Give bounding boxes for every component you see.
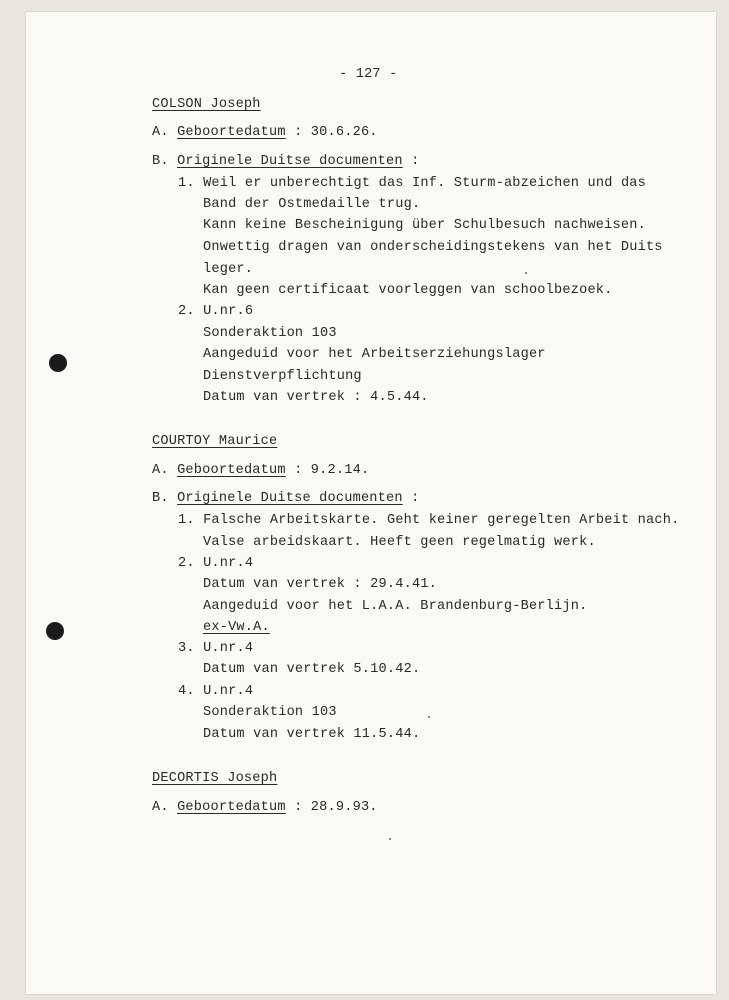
item-prefix: B. xyxy=(152,491,169,506)
person-name: DECORTIS Joseph xyxy=(152,771,278,786)
punch-hole-bottom xyxy=(46,622,64,640)
document-line: 1. Falsche Arbeitskarte. Geht keiner geregelten Arbeit nach. xyxy=(178,513,680,528)
document-line: 2. U.nr.6 xyxy=(178,304,254,319)
documents-label: Originele Duitse documenten xyxy=(177,491,403,506)
document-line: Kan geen certificaat voorleggen van schoolbezoek. xyxy=(203,283,613,298)
document-line: Aangeduid voor het L.A.A. Brandenburg-Berlijn. xyxy=(203,599,588,614)
document-line: Datum van vertrek : 4.5.44. xyxy=(203,390,429,405)
documents-header xyxy=(152,154,419,170)
person-name: COLSON Joseph xyxy=(152,97,261,112)
paper-speck xyxy=(525,272,527,274)
person-name: COURTOY Maurice xyxy=(152,434,278,449)
item-prefix: A. xyxy=(152,125,169,140)
documents-label: Originele Duitse documenten xyxy=(177,154,403,169)
birth-label: Geboortedatum xyxy=(177,125,286,140)
document-line: Sonderaktion 103 xyxy=(203,705,337,720)
birth-line xyxy=(152,800,378,816)
birth-line xyxy=(152,125,378,141)
documents-header xyxy=(152,491,419,507)
document-line: Dienstverpflichtung xyxy=(203,369,362,384)
document-line: Datum van vertrek : 29.4.41. xyxy=(203,577,438,592)
document-line: Kann keine Bescheinigung über Schulbesuch nachweisen. xyxy=(203,218,646,233)
document-line: Band der Ostmedaille trug. xyxy=(203,197,421,212)
item-prefix: A. xyxy=(152,463,169,478)
document-line: 2. U.nr.4 xyxy=(178,556,254,571)
item-prefix: B. xyxy=(152,154,169,169)
paper-speck xyxy=(428,716,430,718)
birth-label: Geboortedatum xyxy=(177,463,286,478)
birth-value: : 9.2.14. xyxy=(294,463,370,478)
birth-value: : 30.6.26. xyxy=(294,125,378,140)
document-line: Datum van vertrek 5.10.42. xyxy=(203,662,421,677)
documents-suffix: : xyxy=(411,154,420,169)
document-line: Valse arbeidskaart. Heeft geen regelmatig werk. xyxy=(203,535,596,550)
document-line: Onwettig dragen van onderscheidingstekens van het Duits xyxy=(203,240,663,255)
birth-line xyxy=(152,463,369,479)
documents-suffix: : xyxy=(411,491,420,506)
document-line: 3. U.nr.4 xyxy=(178,641,254,656)
page-number: - 127 - xyxy=(339,67,398,82)
punch-hole-top xyxy=(49,354,67,372)
document-line: leger. xyxy=(203,262,254,277)
document-line: Datum van vertrek 11.5.44. xyxy=(203,727,421,742)
document-line: 1. Weil er unberechtigt das Inf. Sturm-abzeichen und das xyxy=(178,176,647,191)
birth-value: : 28.9.93. xyxy=(294,800,378,815)
document-line: Sonderaktion 103 xyxy=(203,326,337,341)
birth-label: Geboortedatum xyxy=(177,800,286,815)
document-line: Aangeduid voor het Arbeitserziehungslager xyxy=(203,347,546,362)
document-line: ex-Vw.A. xyxy=(203,620,270,635)
paper-speck xyxy=(389,838,391,840)
item-prefix: A. xyxy=(152,800,169,815)
document-line: 4. U.nr.4 xyxy=(178,684,254,699)
